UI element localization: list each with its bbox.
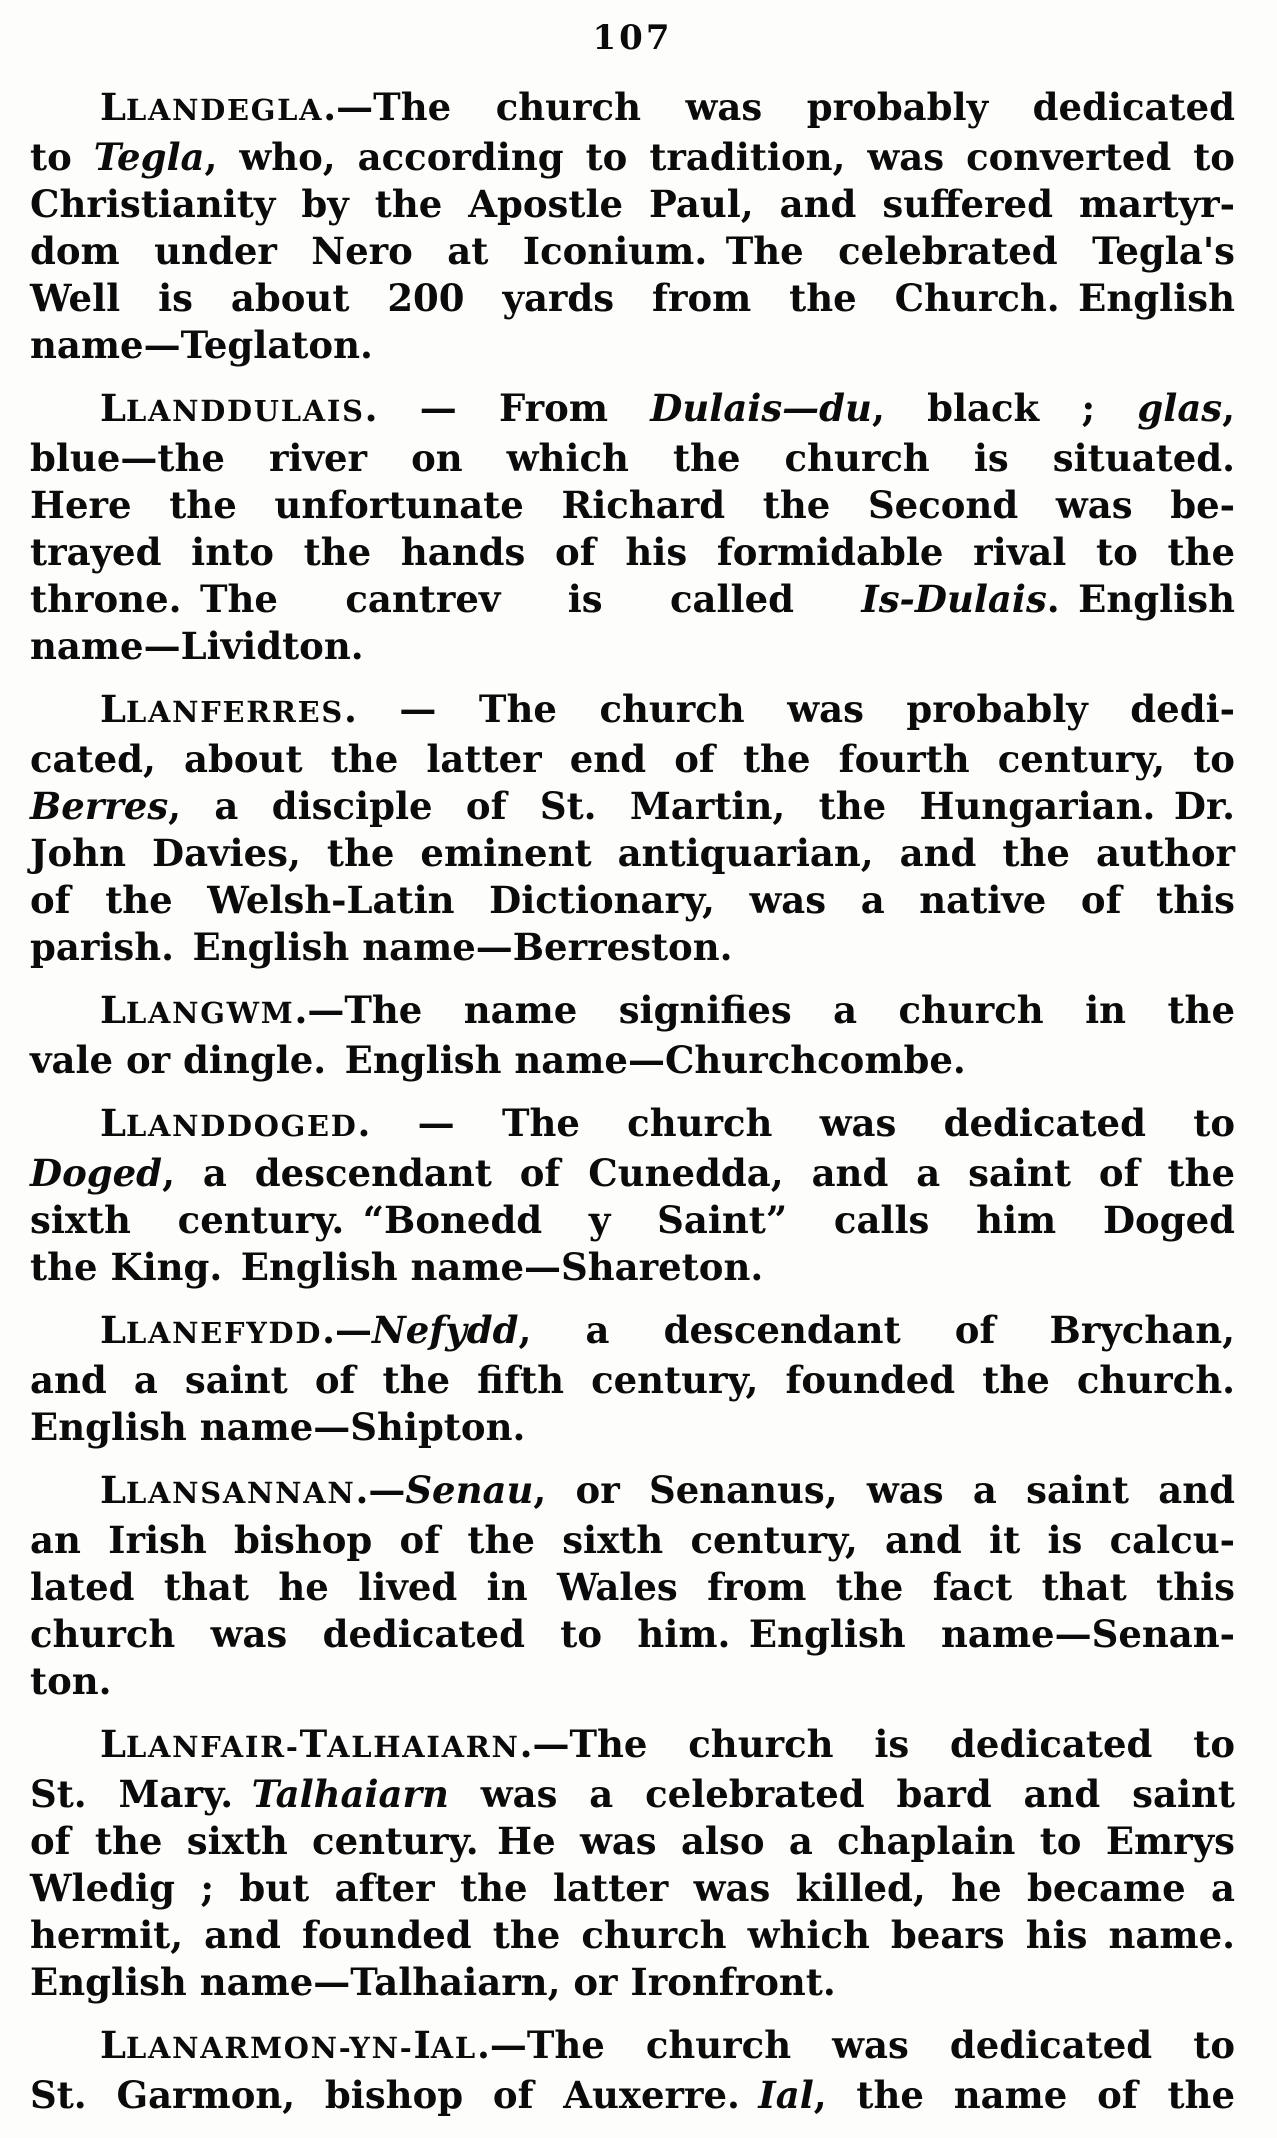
italic-text: glas: [1137, 386, 1223, 430]
body-text: English name—Shipton.: [30, 1405, 526, 1449]
text-line: [30, 84, 1235, 134]
body-text: .—The name signifies a church in the: [294, 988, 1235, 1032]
italic-text: Senau: [405, 1468, 534, 1512]
text-line: [30, 2072, 1235, 2119]
body-text: T: [299, 1722, 328, 1766]
body-text: L: [100, 1308, 127, 1352]
body-text: lated that he lived in Wales from the fact that this: [30, 1565, 1235, 1609]
text-line: [30, 181, 1235, 228]
text-line: [30, 275, 1235, 322]
text-line: [30, 783, 1235, 830]
body-text: L: [100, 988, 127, 1032]
paragraph-llangwm: [30, 987, 1235, 1084]
text-line: [30, 1517, 1235, 1564]
italic-text: Dulais—du: [650, 386, 872, 430]
italic-text: Talhaiarn: [251, 1772, 449, 1816]
text-line: [30, 1244, 1235, 1291]
paragraph-llanddoged: [30, 1100, 1235, 1291]
text-line: [30, 1197, 1235, 1244]
body-text: L: [100, 2023, 127, 2067]
paragraph-llanddulais: [30, 385, 1235, 670]
body-text: , or Senanus, was a saint and: [533, 1468, 1235, 1512]
body-text: , who, according to tradition, was converted to: [204, 135, 1235, 179]
body-text: cated, about the latter end of the fourth century, to: [30, 737, 1235, 781]
body-text: hermit, and founded the church which bears his name.: [30, 1913, 1235, 1957]
body-text: . — The church was probably dedi-: [343, 687, 1235, 731]
text-line: [30, 924, 1235, 971]
italic-text: Is-Dulais: [861, 577, 1047, 621]
text-line: [30, 1771, 1235, 1818]
page-number: 107: [592, 18, 673, 58]
text-line: [30, 576, 1235, 623]
text-line: [30, 1912, 1235, 1959]
body-text: St. Garmon, bishop of Auxerre.: [30, 2073, 759, 2117]
italic-text: Doged: [30, 1151, 163, 1195]
text-line: [30, 1467, 1235, 1517]
small-caps-text: LANDDOGED: [126, 1109, 358, 1143]
body-text: parish. English name—Berreston.: [30, 925, 733, 969]
body-text: . English: [1046, 577, 1235, 621]
body-text: Christianity by the Apostle Paul, and suffered martyr-: [30, 182, 1235, 226]
italic-text: Ial: [758, 2073, 814, 2117]
text-line: [30, 1658, 1235, 1705]
body-text: . — From: [364, 386, 651, 430]
text-line: [30, 1357, 1235, 1404]
body-text: John Davies, the eminent antiquarian, and the author: [30, 831, 1235, 875]
small-caps-text: LANFAIR-: [126, 1730, 300, 1764]
page-text: [30, 84, 1235, 2119]
text-line: [30, 1564, 1235, 1611]
body-text: L: [100, 1468, 127, 1512]
body-text: English name—Talhaiarn, or Ironfront.: [30, 1960, 836, 2004]
body-text: Well is about 200 yards from the Church. English: [30, 276, 1235, 320]
italic-text: Nefydd: [371, 1308, 519, 1352]
text-line: [30, 1307, 1235, 1357]
body-text: .—: [355, 1468, 406, 1512]
text-line: [30, 228, 1235, 275]
body-text: L: [100, 386, 127, 430]
small-caps-text: LANDEGLA: [126, 93, 324, 127]
small-caps-text: LANARMON-YN-: [126, 2031, 414, 2065]
text-line: [30, 830, 1235, 877]
text-line: [30, 877, 1235, 924]
text-line: [30, 2022, 1235, 2072]
text-line: [30, 1037, 1235, 1084]
body-text: vale or dingle. English name—Churchcombe.: [30, 1038, 966, 1082]
body-text: church was dedicated to him. English name—Senan-: [30, 1612, 1235, 1656]
small-caps-text: LANGWM: [126, 996, 295, 1030]
small-caps-text: LANDDULAIS: [126, 394, 365, 428]
italic-text: Berres: [30, 784, 169, 828]
text-line: [30, 1865, 1235, 1912]
text-line: [30, 134, 1235, 181]
paragraph-llanarmon-yn-ial: [30, 2022, 1235, 2119]
text-line: [30, 385, 1235, 435]
body-text: L: [100, 687, 127, 731]
text-line: [30, 623, 1235, 670]
paragraph-llanferres: [30, 686, 1235, 971]
body-text: name—Teglaton.: [30, 323, 373, 367]
paragraph-llandegla: [30, 84, 1235, 369]
text-line: [30, 322, 1235, 369]
body-text: .—: [322, 1308, 372, 1352]
body-text: St. Mary.: [30, 1772, 252, 1816]
text-line: [30, 1611, 1235, 1658]
body-text: , a descendant of Cunedda, and a saint of the: [162, 1151, 1235, 1195]
small-caps-text: ALHAIARN: [327, 1730, 520, 1764]
paragraph-llanefydd: [30, 1307, 1235, 1451]
text-line: [30, 1100, 1235, 1150]
body-text: of the Welsh-Latin Dictionary, was a native of this: [30, 878, 1235, 922]
body-text: .—The church was dedicated to: [476, 2023, 1235, 2067]
body-text: trayed into the hands of his formidable rival to the: [30, 530, 1235, 574]
small-caps-text: AL: [430, 2031, 477, 2065]
body-text: L: [100, 1101, 127, 1145]
body-text: was a celebrated bard and saint: [448, 1772, 1235, 1816]
body-text: ton.: [30, 1659, 112, 1703]
body-text: name—Lividton.: [30, 624, 364, 668]
body-text: .—The church was probably dedicated: [323, 85, 1235, 129]
body-text: Here the unfortunate Richard the Second was be-: [30, 483, 1235, 527]
body-text: , black ;: [871, 386, 1138, 430]
small-caps-text: LANSANNAN: [126, 1476, 356, 1510]
paragraph-llansannan: [30, 1467, 1235, 1705]
body-text: blue—the river on which the church is situated.: [30, 436, 1235, 480]
body-text: . — The church was dedicated to: [357, 1101, 1235, 1145]
text-line: [30, 1721, 1235, 1771]
body-text: throne. The cantrev is called: [30, 577, 862, 621]
text-line: [30, 1150, 1235, 1197]
body-text: Wledig ; but after the latter was killed, he became a: [30, 1866, 1235, 1910]
body-text: to: [30, 135, 94, 179]
body-text: I: [413, 2023, 431, 2067]
text-line: [30, 686, 1235, 736]
body-text: dom under Nero at Iconium. The celebrated Tegla's: [30, 229, 1235, 273]
italic-text: Tegla: [93, 135, 205, 179]
text-line: [30, 435, 1235, 482]
text-line: [30, 736, 1235, 783]
text-line: [30, 1959, 1235, 2006]
text-line: [30, 1818, 1235, 1865]
body-text: the King. English name—Shareton.: [30, 1245, 764, 1289]
body-text: an Irish bishop of the sixth century, and it is calcu-: [30, 1518, 1235, 1562]
paragraph-llanfair-talhaiarn: [30, 1721, 1235, 2006]
body-text: L: [100, 85, 127, 129]
text-line: [30, 1404, 1235, 1451]
body-text: of the sixth century. He was also a chaplain to Emrys: [30, 1819, 1235, 1863]
text-line: [30, 987, 1235, 1037]
body-text: ,: [1222, 386, 1236, 430]
text-line: [30, 529, 1235, 576]
text-line: [30, 482, 1235, 529]
body-text: .—The church is dedicated to: [519, 1722, 1235, 1766]
small-caps-text: LANEFYDD: [126, 1316, 323, 1350]
body-text: L: [100, 1722, 127, 1766]
body-text: and a saint of the fifth century, founded the church.: [30, 1358, 1235, 1402]
body-text: , a disciple of St. Martin, the Hungarian. Dr.: [168, 784, 1235, 828]
small-caps-text: LANFERRES: [126, 695, 344, 729]
body-text: , a descendant of Brychan,: [518, 1308, 1235, 1352]
body-text: sixth century. “Bonedd y Saint” calls him Doged: [30, 1198, 1235, 1242]
body-text: , the name of the: [813, 2073, 1235, 2117]
